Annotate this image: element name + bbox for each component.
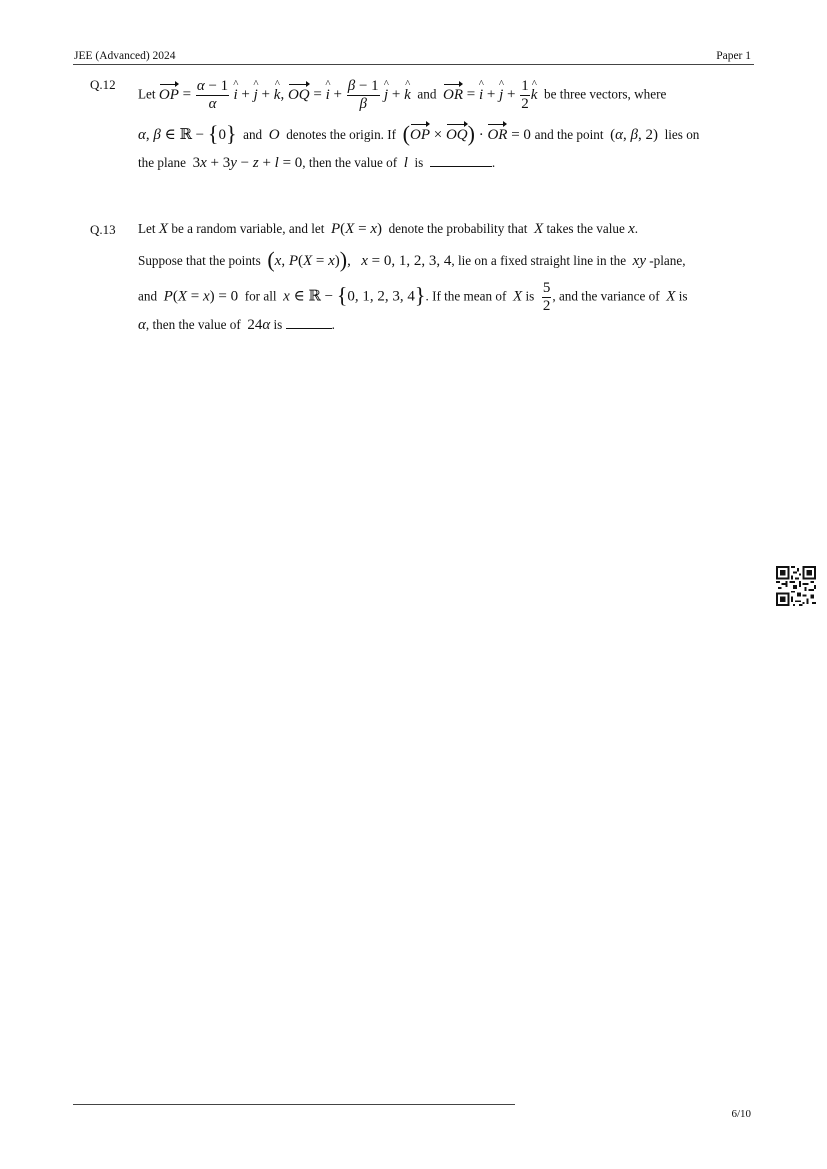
header-right: Paper 1	[716, 50, 751, 62]
header-left: JEE (Advanced) 2024	[74, 50, 176, 62]
header-rule	[73, 64, 754, 65]
question-number-12: Q.12	[90, 77, 116, 92]
answer-blank-12	[430, 166, 492, 167]
footer-rule	[73, 1104, 515, 1105]
qr-code-icon	[776, 566, 816, 606]
page-number: 6/10	[731, 1108, 751, 1120]
question-number-13: Q.13	[90, 222, 116, 237]
answer-blank-13	[286, 328, 332, 329]
